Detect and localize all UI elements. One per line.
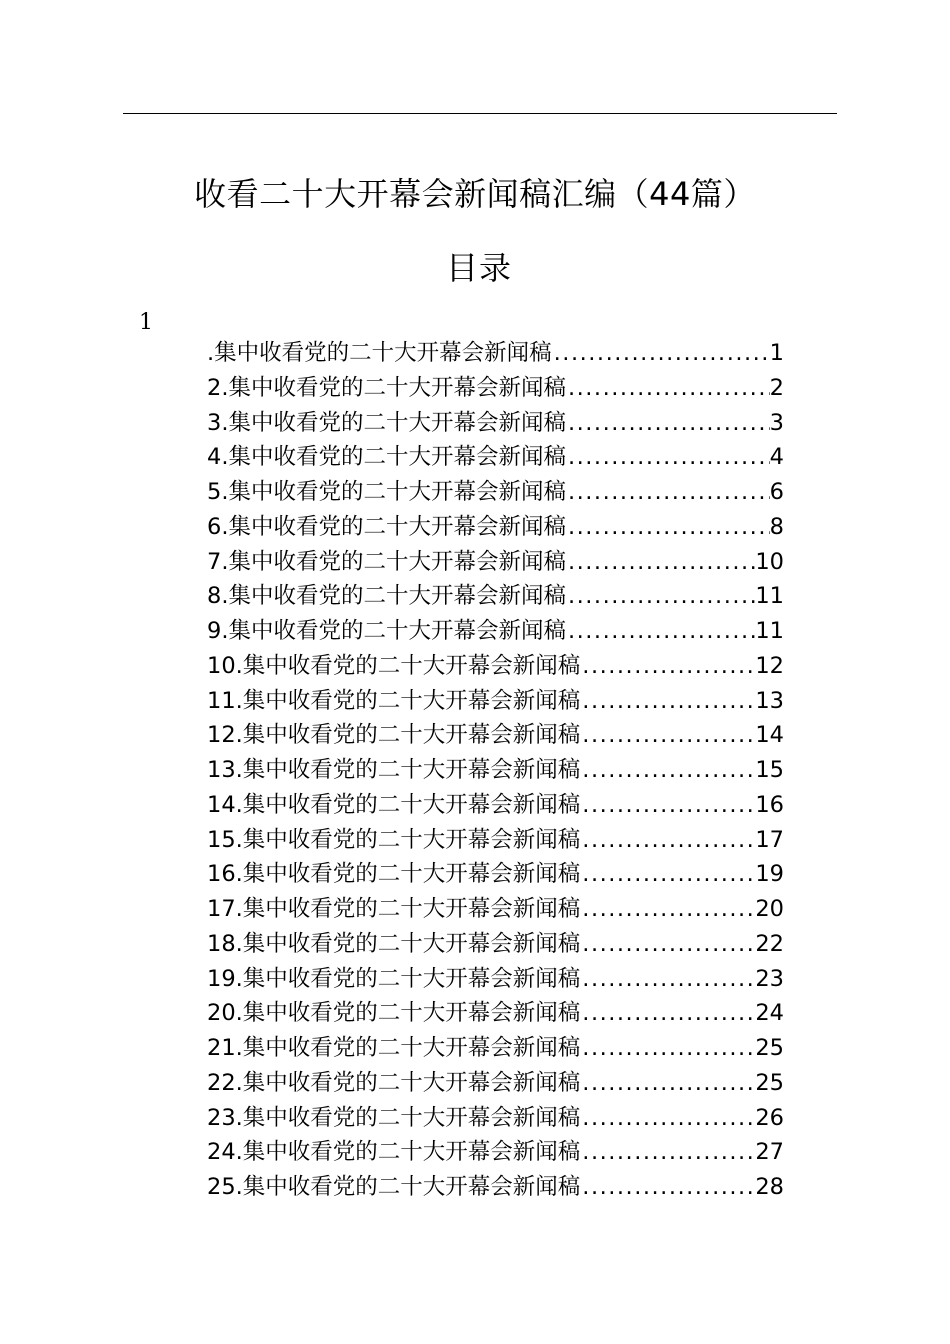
- toc-dot-leader: [566, 406, 770, 441]
- toc-entry-title: 17.集中收看党的二十大开幕会新闻稿: [207, 896, 581, 922]
- toc-dot-leader: [566, 579, 755, 614]
- toc-entry[interactable]: [207, 510, 784, 545]
- toc-entry[interactable]: [207, 1031, 784, 1066]
- toc-dot-leader: [580, 1170, 755, 1205]
- section-number: 1: [139, 310, 153, 335]
- toc-entry-page-number: 25: [755, 1035, 784, 1061]
- toc-dot-leader: [580, 788, 755, 823]
- toc-dot-leader: [566, 440, 770, 475]
- toc-dot-leader: [580, 1135, 755, 1170]
- toc-entry[interactable]: [207, 892, 784, 927]
- toc-dot-leader: [580, 649, 755, 684]
- toc-heading: 目录: [445, 249, 512, 287]
- toc-entry-title: 6.集中收看党的二十大开幕会新闻稿: [207, 513, 566, 540]
- toc-entry-page-number: 11: [755, 583, 784, 610]
- toc-entry-page-number: 1: [769, 340, 784, 366]
- toc-entry-page-number: 11: [755, 618, 784, 644]
- toc-entry-title: 19.集中收看党的二十大开幕会新闻稿: [207, 965, 581, 992]
- toc-entry-title: 23.集中收看党的二十大开幕会新闻稿: [207, 1104, 581, 1131]
- toc-entry-page-number: 25: [755, 1069, 784, 1096]
- toc-entry[interactable]: [207, 1066, 784, 1101]
- toc-entry[interactable]: [207, 788, 784, 823]
- toc-entry-title: 13.集中收看党的二十大开幕会新闻稿: [207, 757, 581, 783]
- toc-entry[interactable]: [207, 579, 784, 614]
- toc-dot-leader: [552, 336, 770, 371]
- toc-dot-leader: [566, 510, 770, 545]
- toc-dot-leader: [580, 1031, 755, 1066]
- toc-entry-page-number: 27: [755, 1139, 784, 1166]
- toc-entry[interactable]: [207, 614, 784, 649]
- toc-entry[interactable]: [207, 753, 784, 788]
- toc-dot-leader: [580, 718, 755, 753]
- toc-entry[interactable]: [207, 823, 784, 858]
- toc-dot-leader: [566, 614, 755, 649]
- toc-entry-title: 12.集中收看党的二十大开幕会新闻稿: [207, 722, 581, 749]
- toc-entry-title: 8.集中收看党的二十大开幕会新闻稿: [207, 583, 566, 610]
- toc-entry-page-number: 26: [755, 1104, 784, 1131]
- toc-entry-title: 11.集中收看党的二十大开幕会新闻稿: [207, 687, 581, 714]
- toc-entry[interactable]: [207, 1135, 784, 1170]
- toc-dot-leader: [566, 371, 770, 406]
- toc-entry-page-number: 12: [755, 652, 784, 679]
- toc-entry[interactable]: [207, 1101, 784, 1136]
- toc-entry[interactable]: [207, 336, 784, 371]
- toc-entry-page-number: 3: [769, 409, 784, 436]
- toc-entry-page-number: 17: [755, 826, 784, 853]
- toc-entry-page-number: 2: [769, 374, 784, 401]
- toc-entry[interactable]: [207, 371, 784, 406]
- toc-entry-page-number: 15: [755, 757, 784, 783]
- toc-dot-leader: [580, 1066, 755, 1101]
- toc-entry-title: 22.集中收看党的二十大开幕会新闻稿: [207, 1069, 581, 1096]
- toc-entry-page-number: 14: [755, 722, 784, 749]
- toc-entry-title: 7.集中收看党的二十大开幕会新闻稿: [207, 548, 566, 575]
- toc-dot-leader: [580, 927, 755, 962]
- toc-entry-title: 21.集中收看党的二十大开幕会新闻稿: [207, 1035, 581, 1061]
- toc-entry-page-number: 22: [755, 930, 784, 957]
- toc-dot-leader: [580, 857, 755, 892]
- toc-dot-leader: [566, 545, 755, 580]
- toc-dot-leader: [580, 684, 755, 719]
- toc-entry-title: 25.集中收看党的二十大开幕会新闻稿: [207, 1174, 581, 1200]
- toc-entry[interactable]: [207, 718, 784, 753]
- toc-entry-page-number: 10: [755, 548, 784, 575]
- toc-entry[interactable]: [207, 545, 784, 580]
- toc-entry-page-number: 28: [755, 1174, 784, 1200]
- toc-entry-title: 10.集中收看党的二十大开幕会新闻稿: [207, 652, 581, 679]
- toc-entry-page-number: 16: [755, 791, 784, 818]
- toc-entry[interactable]: [207, 962, 784, 997]
- toc-entry-title: 20.集中收看党的二十大开幕会新闻稿: [207, 1000, 581, 1027]
- toc-dot-leader: [580, 962, 755, 997]
- toc-entry[interactable]: [207, 996, 784, 1031]
- toc-entry-title: 16.集中收看党的二十大开幕会新闻稿: [207, 861, 581, 888]
- toc-entry-page-number: 8: [769, 513, 784, 540]
- toc-dot-leader: [580, 996, 755, 1031]
- toc-entry-title: 15.集中收看党的二十大开幕会新闻稿: [207, 826, 581, 853]
- toc-entry-page-number: 20: [755, 896, 784, 922]
- toc-entry-page-number: 24: [755, 1000, 784, 1027]
- toc-entry-title: 2.集中收看党的二十大开幕会新闻稿: [207, 374, 566, 401]
- toc-entry-page-number: 6: [769, 479, 784, 505]
- toc-dot-leader: [580, 1101, 755, 1136]
- toc-entry-title: 4.集中收看党的二十大开幕会新闻稿: [207, 444, 566, 471]
- toc-dot-leader: [580, 753, 755, 788]
- toc-entry[interactable]: [207, 440, 784, 475]
- toc-entry-title: 24.集中收看党的二十大开幕会新闻稿: [207, 1139, 581, 1166]
- toc-entry[interactable]: [207, 475, 784, 510]
- toc-entry[interactable]: [207, 649, 784, 684]
- toc-entry[interactable]: [207, 927, 784, 962]
- toc-entry-title: 5.集中收看党的二十大开幕会新闻稿: [207, 479, 566, 505]
- toc-entry[interactable]: [207, 406, 784, 441]
- toc-entry-title: 14.集中收看党的二十大开幕会新闻稿: [207, 791, 581, 818]
- toc-entry-title: .集中收看党的二十大开幕会新闻稿: [207, 340, 552, 366]
- table-of-contents: [207, 336, 784, 1205]
- toc-entry-page-number: 4: [769, 444, 784, 471]
- toc-entry[interactable]: [207, 1170, 784, 1205]
- toc-entry-page-number: 13: [755, 687, 784, 714]
- toc-entry-title: 18.集中收看党的二十大开幕会新闻稿: [207, 930, 581, 957]
- toc-entry-page-number: 19: [755, 861, 784, 888]
- toc-entry-title: 9.集中收看党的二十大开幕会新闻稿: [207, 618, 566, 644]
- toc-entry-title: 3.集中收看党的二十大开幕会新闻稿: [207, 409, 566, 436]
- toc-entry-page-number: 23: [755, 965, 784, 992]
- toc-dot-leader: [580, 892, 755, 927]
- header-rule: [123, 113, 837, 114]
- document-title: 收看二十大开幕会新闻稿汇编（44篇）: [194, 175, 756, 213]
- toc-dot-leader: [566, 475, 770, 510]
- toc-dot-leader: [580, 823, 755, 858]
- toc-entry[interactable]: [207, 684, 784, 719]
- toc-entry[interactable]: [207, 857, 784, 892]
